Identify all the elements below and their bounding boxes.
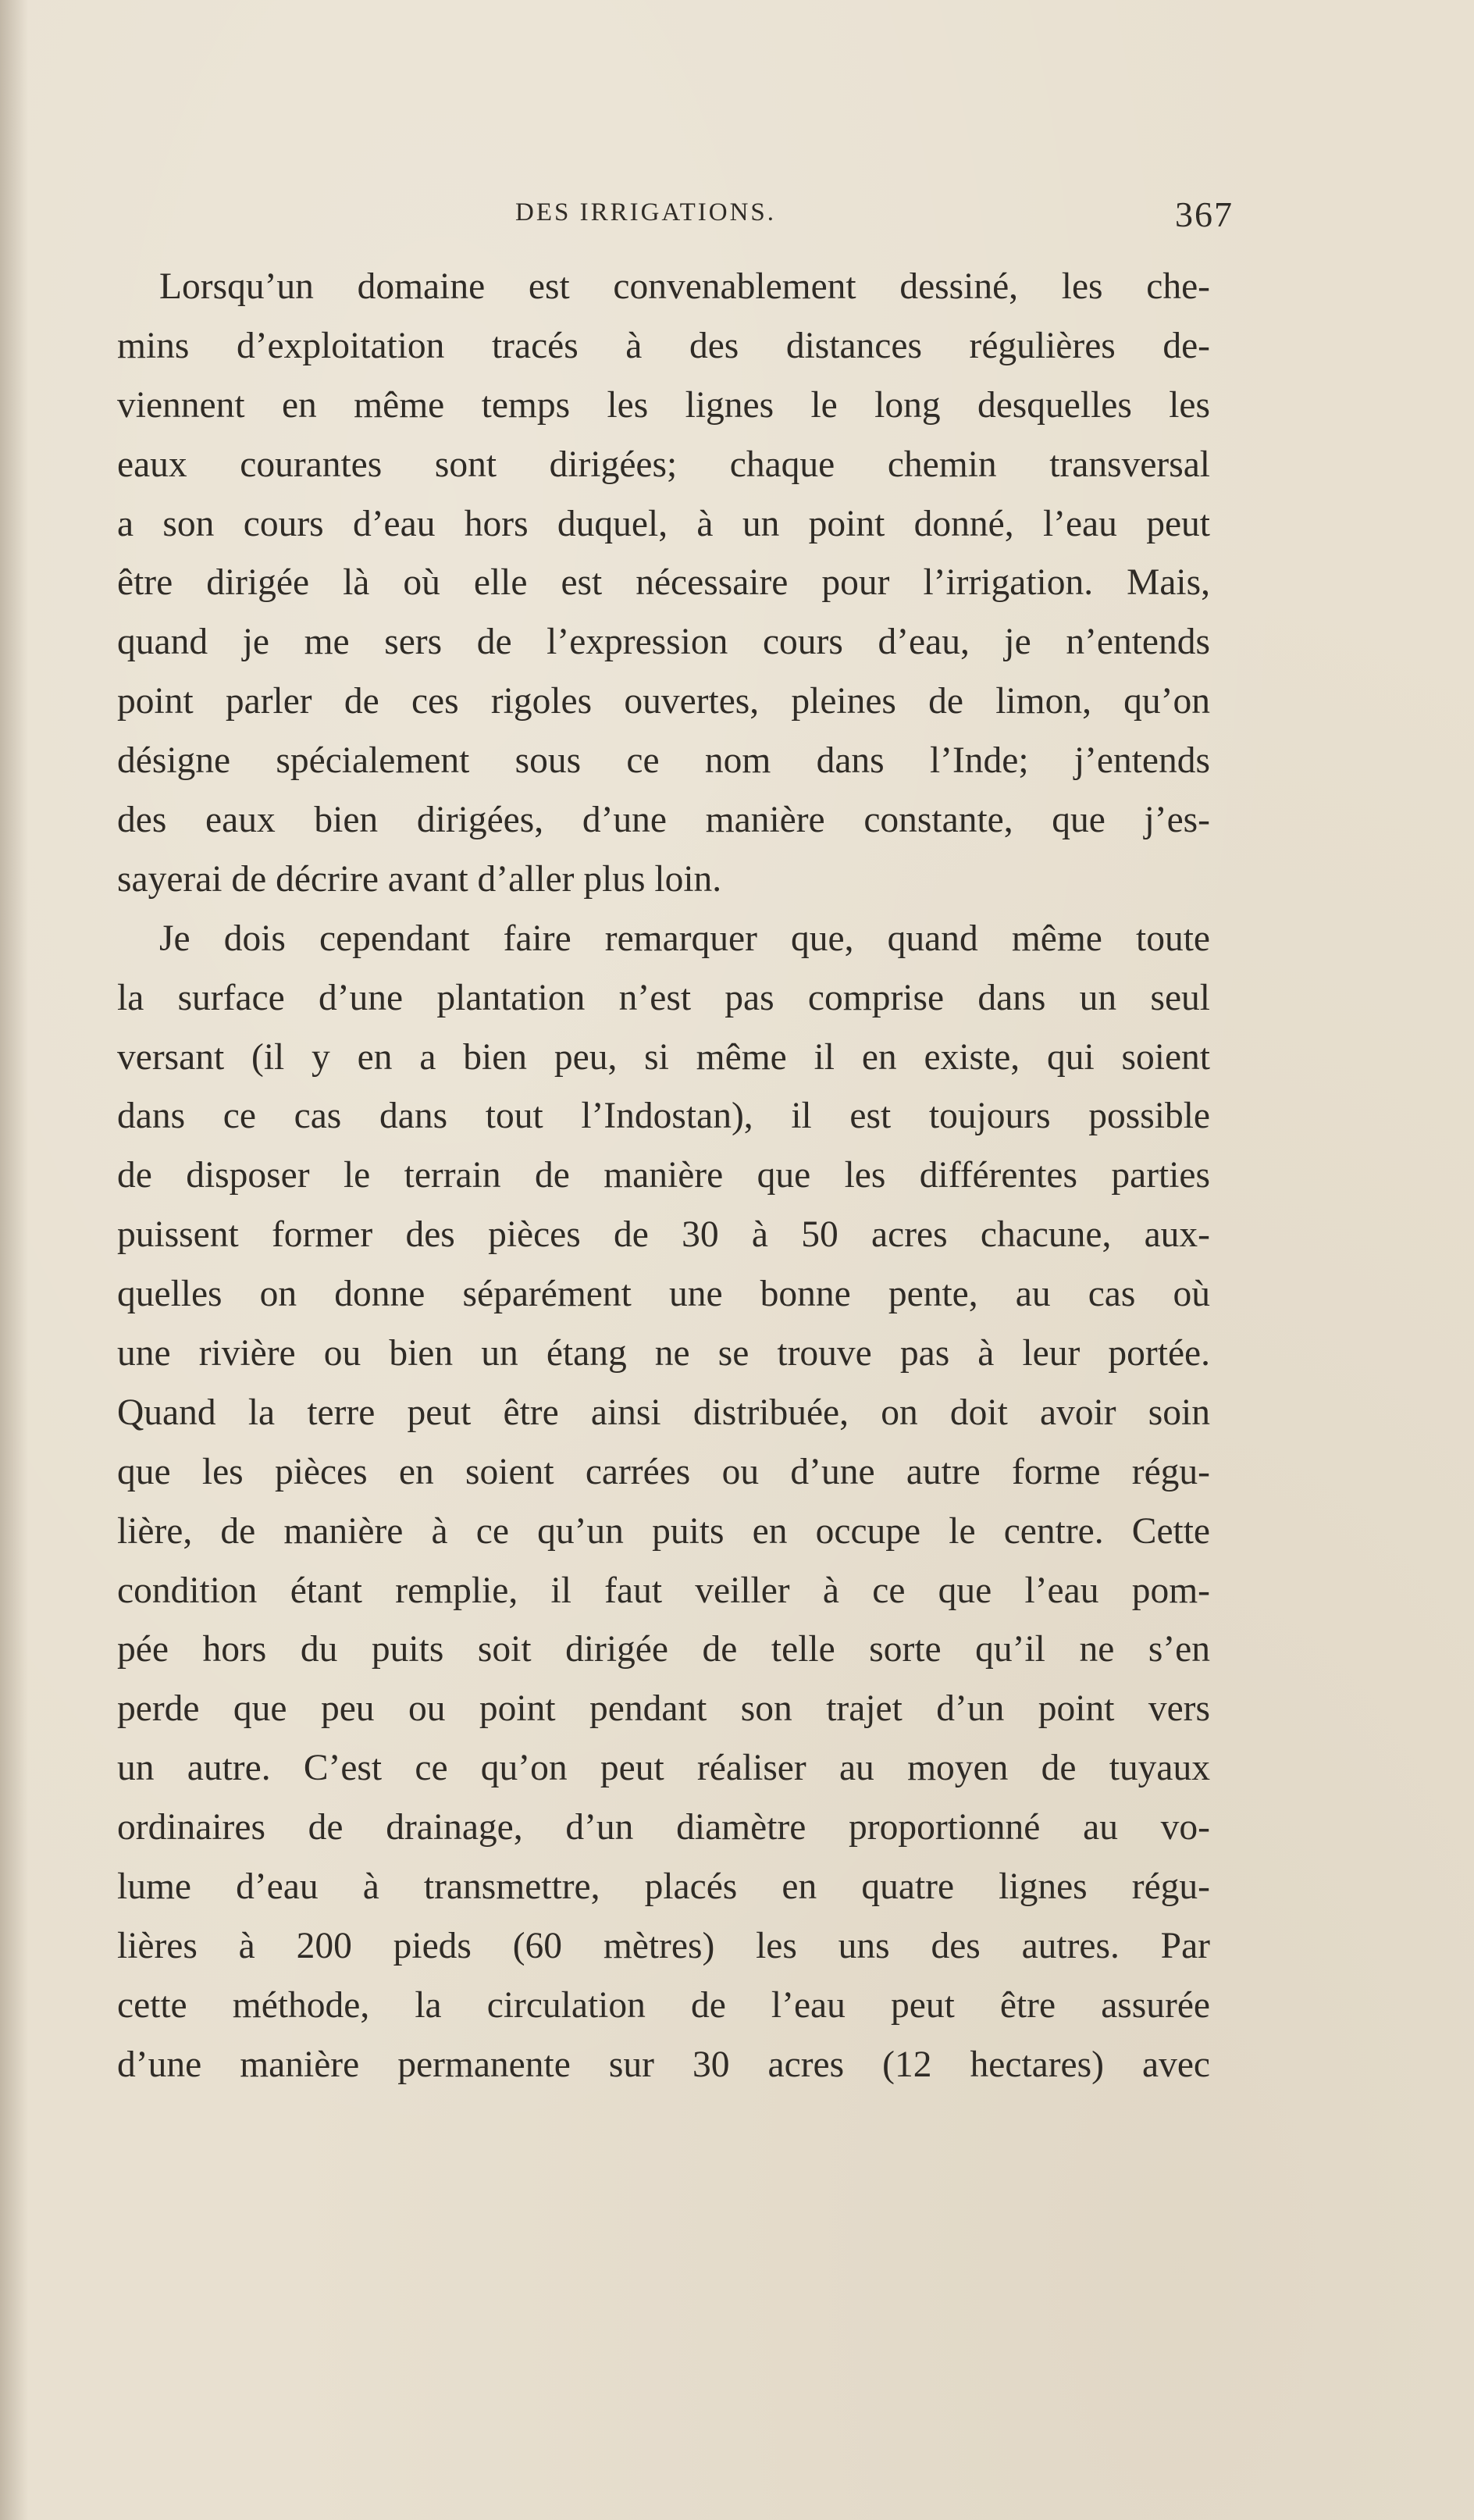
text-line: sayerai de décrire avant d’aller plus loin. [117,858,722,900]
text-line: cette méthode, la circulation de l’eau peut être assurée [117,1984,1210,2026]
text-line: lière, de manière à ce qu’un puits en occupe le centre. Cette [117,1510,1210,1552]
text-line: Lorsqu’un domaine est convenablement dessiné, les che- [159,266,1210,307]
text-line: condition étant remplie, il faut veiller à ce que l’eau pom- [117,1570,1210,1611]
page-header [141,194,1234,241]
text-line: une rivière ou bien un étang ne se trouve pas à leur portée. [117,1333,1210,1374]
text-line: perde que peu ou point pendant son trajet d’un point vers [117,1688,1210,1730]
page-number: 367 [1175,194,1234,234]
text-line: quand je me sers de l’expression cours d’eau, je n’entends [117,622,1210,663]
text-line: mins d’exploitation tracés à des distances régulières de- [117,325,1210,366]
text-line: pée hors du puits soit dirigée de telle sorte qu’il ne s’en [117,1629,1210,1670]
text-line: ordinaires de drainage, d’un diamètre proportionné au vo- [117,1807,1210,1848]
text-line: versant (il y en a bien peu, si même il en existe, qui soient [117,1036,1210,1078]
text-line: d’une manière permanente sur 30 acres (12 hectares) avec [117,2044,1210,2085]
text-line: quelles on donne séparément une bonne pente, au cas où [117,1274,1210,1315]
text-line: eaux courantes sont dirigées; chaque chemin transversal [117,444,1210,485]
text-line: dans ce cas dans tout l’Indostan), il est toujours possible [117,1096,1210,1137]
running-head: DES IRRIGATIONS. [515,198,777,226]
text-line: de disposer le terrain de manière que les différentes parties [117,1155,1210,1196]
text-line: point parler de ces rigoles ouvertes, pleines de limon, qu’on [117,681,1210,722]
text-line: lume d’eau à transmettre, placés en quatre lignes régu- [117,1866,1210,1908]
text-line: viennent en même temps les lignes le long desquelles les [117,384,1210,426]
text-line: que les pièces en soient carrées ou d’une autre forme régu- [117,1451,1210,1492]
text-line: Je dois cependant faire remarquer que, quand même toute [159,918,1210,959]
text-line: a son cours d’eau hors duquel, à un point donné, l’eau peut [117,503,1210,544]
page-gutter-shadow [0,0,28,2520]
text-line: désigne spécialement sous ce nom dans l’Inde; j’entends [117,740,1210,782]
text-line: puissent former des pièces de 30 à 50 acres chacune, aux- [117,1214,1210,1256]
text-line: être dirigée là où elle est nécessaire pour l’irrigation. Mais, [117,562,1210,604]
text-line: lières à 200 pieds (60 mètres) les uns des autres. Par [117,1925,1210,1966]
text-line: des eaux bien dirigées, d’une manière constante, que j’es- [117,800,1210,841]
text-line: la surface d’une plantation n’est pas comprise dans un seul [117,977,1210,1018]
text-line: Quand la terre peut être ainsi distribuée, on doit avoir soin [117,1392,1210,1433]
text-line: un autre. C’est ce qu’on peut réaliser au moyen de tuyaux [117,1748,1210,1789]
body-text [117,258,1210,2095]
